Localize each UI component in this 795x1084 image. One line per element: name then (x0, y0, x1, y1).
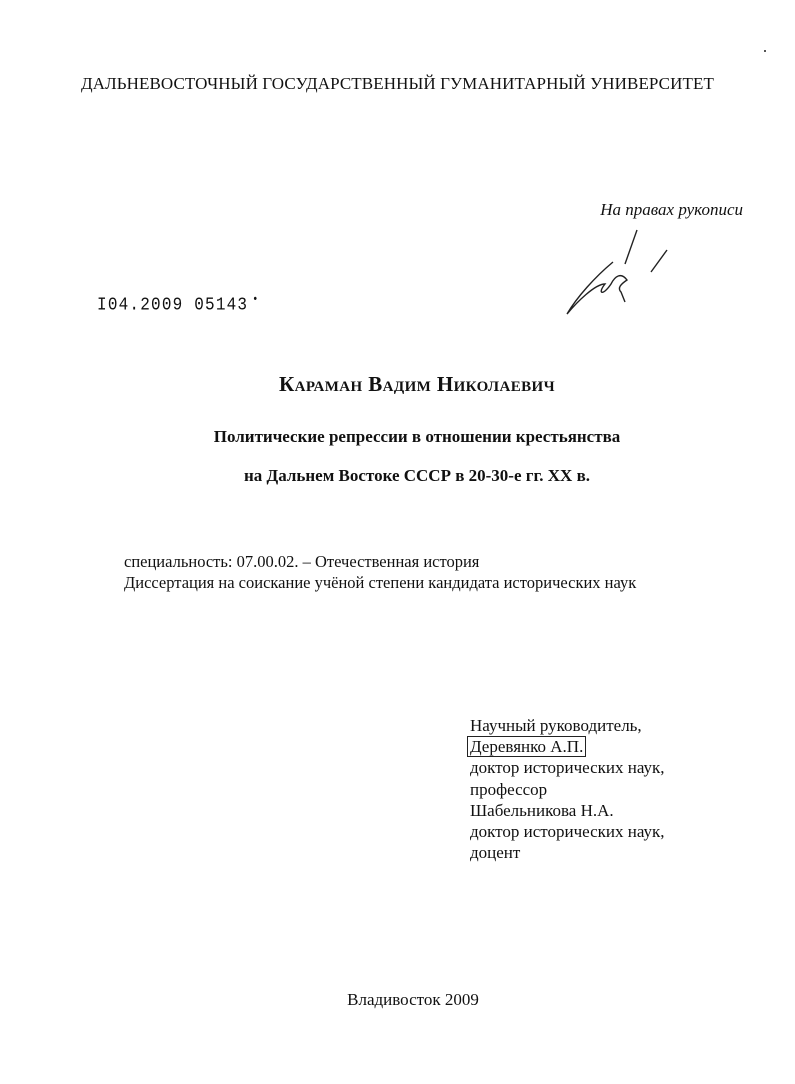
second-supervisor-degree: доктор исторических наук, (470, 822, 665, 842)
specialty-block (124, 551, 636, 593)
stamp-mark-icon: • (252, 294, 260, 308)
supervisors-block (470, 715, 665, 863)
first-supervisor-name: Деревянко А.П. (467, 736, 586, 757)
document-number (97, 295, 259, 316)
first-supervisor-title: профессор (470, 779, 548, 799)
document-number-value: 04.2009 05143 (107, 294, 249, 316)
second-supervisor-name: Шабельникова Н.А. (470, 800, 614, 820)
university-name: ДАЛЬНЕВОСТОЧНЫЙ ГОСУДАРСТВЕННЫЙ ГУМАНИТАРНЫЙ УНИВЕРСИТЕТ (81, 74, 714, 93)
author-name: Караман Вадим Николаевич (279, 372, 555, 396)
first-supervisor-degree: доктор исторических наук, (470, 758, 665, 778)
document-number-prefix: I (97, 294, 108, 316)
degree-line: Диссертация на соискание учёной степени кандидата исторических наук (124, 573, 637, 592)
second-supervisor-title: доцент (470, 843, 521, 863)
specialty-line: специальность: 07.00.02. – Отечественная история (124, 552, 480, 571)
manuscript-note: На правах рукописи (600, 200, 743, 219)
city-year: Владивосток 2009 (347, 990, 479, 1009)
supervisor-heading: Научный руководитель, (470, 716, 642, 735)
handwritten-signature (555, 222, 685, 322)
dissertation-title-line-2: на Дальнем Востоке СССР в 20-30-е гг. XX в. (243, 466, 591, 485)
dissertation-title-line-1: Политические репрессии в отношении крестьянства (213, 427, 621, 446)
scan-speck (764, 50, 766, 52)
